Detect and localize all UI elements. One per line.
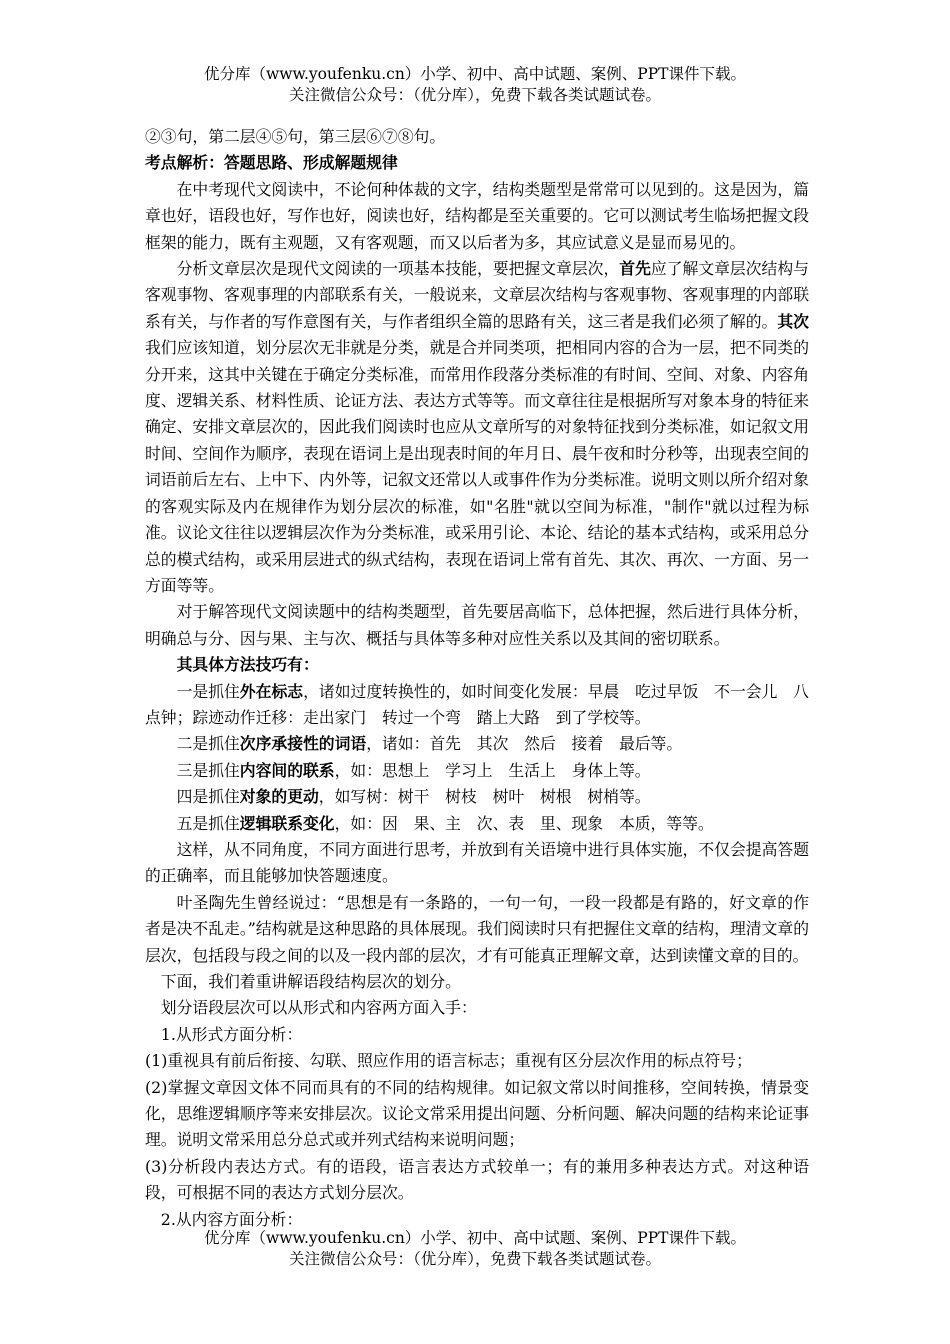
- emphasis: 其次: [777, 311, 809, 331]
- paragraph-aspects: 划分语段层次可以从形式和内容两方面入手：: [160, 998, 477, 1018]
- subheading-form: 1.从形式方面分析：: [160, 1024, 303, 1044]
- list-item-1: (1)重视具有前后衔接、勾联、照应作用的语言标志；重视有区分层次作用的标点符号；: [145, 1051, 752, 1071]
- method-item-1: [145, 679, 809, 732]
- list-item-2: (2)掌握文章因文体不同而具有的不同的结构规律。如记叙文常以时间推移，空间转换，情景变化，思维逻辑顺序等来安排层次。议论文常采用提出问题、分析问题、解决问题的结构来论证事理。说明文常采用总分总式或并列式结构来说明问题；: [145, 1077, 809, 1150]
- emphasis: 逻辑联系变化: [239, 813, 335, 833]
- paragraph-intro: 在中考现代文阅读中，不论何种体裁的文字，结构类题型是常常可以见到的。这是因为，篇章也好，语段也好，写作也好，阅读也好，结构都是至关重要的。它可以测试考生临场把握文段框架的能力，既有主观题，又有客观题，而又以后者为多，其应试意义是显而易见的。: [145, 179, 809, 252]
- emphasis: 首先: [619, 259, 651, 279]
- page-header: [0, 64, 950, 106]
- text: ，如写树：树干 树枝 树叶 树根 树梢等。: [318, 787, 651, 807]
- text: 一是抓住: [176, 681, 240, 701]
- emphasis: 内容间的联系: [239, 760, 335, 780]
- paragraph-quote: 叶圣陶先生曾经说过：“思想是有一条路的，一句一句，一段一段都是有路的，好文章的作者是决不乱走。”结构就是这种思路的具体展现。我们阅读时只有把握住文章的结构，理清文章的层次，包括段与段之间的以及一段内部的层次，才有可能真正理解文章，达到读懂文章的目的。: [145, 892, 809, 965]
- footer-line-1: 优分库（www.youfenku.cn）小学、初中、高中试题、案例、PPT课件下载。: [203, 1229, 747, 1247]
- text: ，诸如过度转换性的，如时间变化发展：早晨 吃过早饭 不一会儿 八点钟；踪迹动作迁移：走出家门 转过一个弯 踏上大路 到了学校等。: [145, 681, 809, 727]
- header-line-2: 关注微信公众号：（优分库），免费下载各类试题试卷。: [288, 86, 661, 104]
- method-item-3: [145, 758, 809, 784]
- subheading-content: 2.从内容方面分析：: [160, 1209, 303, 1229]
- footer-line-2: 关注微信公众号：（优分库），免费下载各类试题试卷。: [288, 1250, 661, 1268]
- method-item-5: [145, 811, 809, 837]
- document-body: [145, 124, 809, 1233]
- method-item-4: [145, 784, 809, 810]
- paragraph-continuation: ②③句，第二层④⑤句，第三层⑥⑦⑧句。: [145, 127, 446, 146]
- text: ，诸如：首先 其次 然后 接着 最后等。: [366, 734, 683, 754]
- text: 四是抓住: [176, 787, 240, 807]
- paragraph-summary: 这样，从不同角度，不同方面进行思考，并放到有关语境中进行具体实施，不仅会提高答题的正确率，而且能够加快答题速度。: [145, 839, 809, 886]
- page-footer: [0, 1228, 950, 1270]
- paragraph-analysis: [145, 256, 809, 599]
- paragraph-next: 下面，我们着重讲解语段结构层次的划分。: [160, 972, 461, 991]
- text: 二是抓住: [176, 734, 240, 754]
- section-heading: 考点解析：答题思路、形成解题规律: [145, 153, 398, 173]
- text: 分析文章层次是现代文阅读的一项基本技能，要把握文章层次，: [176, 259, 620, 279]
- paragraph-approach: 对于解答现代文阅读题中的结构类题型，首先要居高临下，总体把握，然后进行具体分析，明确总与分、因与果、主与次、概括与具体等多种对应性关系以及其间的密切联系。: [145, 602, 809, 648]
- methods-heading: 其具体方法技巧有：: [176, 655, 319, 675]
- text: 五是抓住: [176, 813, 240, 833]
- text: 三是抓住: [176, 760, 240, 780]
- text: 我们应该知道，划分层次无非就是分类，就是合并同类项，把相同内容的合为一层，把不同类的分开来，这其中关键在于确定分类标准，而常用作段落分类标准的有时间、空间、对象、内容角度、逻辑关系、材料性质、论证方法、表达方式等等。而文章往往是根据所写对象本身的特征来确定、安排文章层次的，因此我们阅读时也应从文章所写的对象特征找到分类标准，如记叙文用时间、空间作为顺序，表现在语词上是出现表时间的年月日、晨午夜和时分秒等，出现表空间的词语前后左右、上中下、内外等，记叙文还常以人或事件作为分类标准。说明文则以所介绍对象的客观实际及内在规律作为划分层次的标准，如"名胜"就以空间为标准，"制作"就以过程为标准。议论文往往以逻辑层次作为分类标准，或采用引论、本论、结论的基本式结构，或采用总分总的模式结构，或采用层进式的纵式结构，表现在语词上常有首先、其次、再次、一方面、另一方面等等。: [145, 338, 809, 595]
- emphasis: 外在标志: [239, 681, 304, 701]
- emphasis: 次序承接性的词语: [239, 734, 367, 754]
- text: 应了解文章层次结构与客观事物、客观事理的内部联系有关，一般说来，文章层次结构与客观事物、客观事理的内部联系有关，与作者的写作意图有关，与作者组织全篇的思路有关，这三者是我们必须了解的。: [145, 259, 809, 331]
- text: ，如：思想上 学习上 生活上 身体上等。: [334, 760, 651, 780]
- emphasis: 对象的更动: [239, 787, 319, 807]
- list-item-3: (3)分析段内表达方式。有的语段，语言表达方式较单一；有的兼用多种表达方式。对这种语段，可根据不同的表达方式划分层次。: [145, 1156, 809, 1203]
- header-line-1: 优分库（www.youfenku.cn）小学、初中、高中试题、案例、PPT课件下载。: [203, 65, 747, 83]
- text: ，如：因 果、主 次、表 里、现象 本质，等等。: [334, 813, 714, 833]
- method-item-2: [145, 731, 809, 757]
